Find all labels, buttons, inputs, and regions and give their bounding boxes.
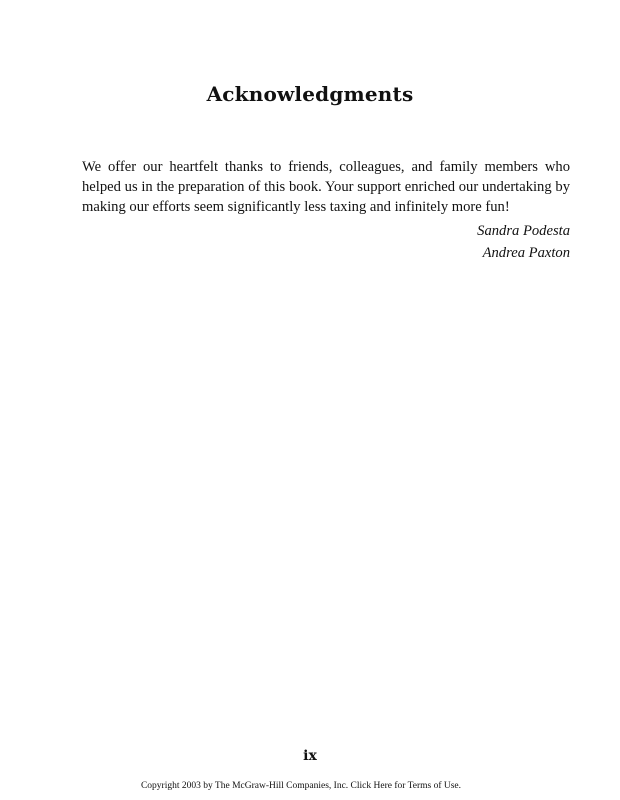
signature-sandra-podesta: Sandra Podesta [477, 223, 570, 239]
signature-block [270, 220, 570, 264]
page-title: Acknowledgments [206, 82, 414, 106]
page-number: ix [303, 748, 317, 764]
signature-andrea-paxton: Andrea Paxton [482, 245, 570, 261]
acknowledgment-paragraph: We offer our heartfelt thanks to friends, colleagues, and family members who helped us in the preparation of this book. Your support enriched our undertaking by making our efforts seem significantly less taxing and infinitely more fun! [82, 159, 570, 215]
copyright-footer-link[interactable]: Copyright 2003 by The McGraw-Hill Companies, Inc. Click Here for Terms of Use. [140, 781, 462, 791]
